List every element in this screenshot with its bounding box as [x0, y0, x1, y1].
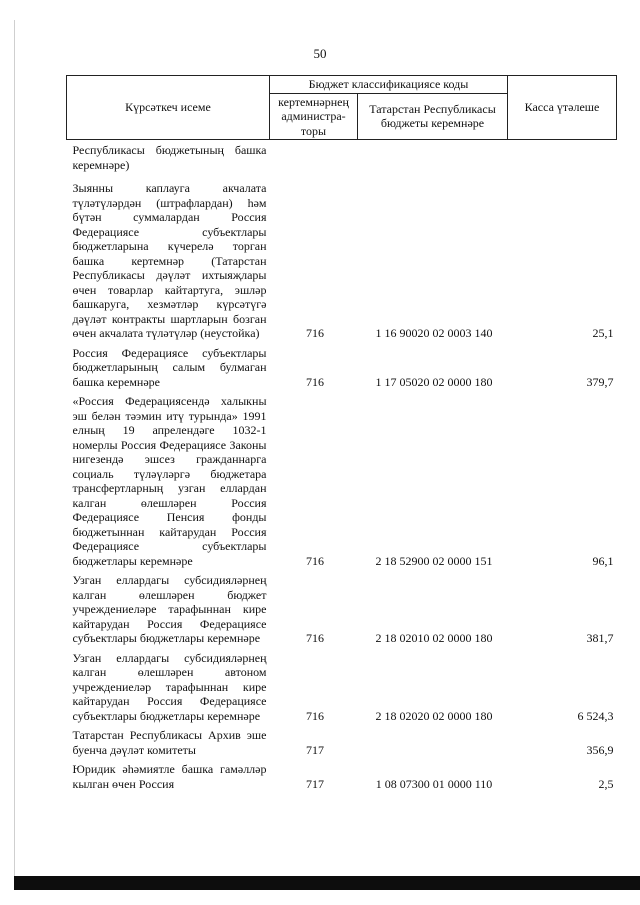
row-administrator: 716 [306, 326, 324, 340]
row-cash-amount: 379,7 [586, 374, 614, 389]
table-row [67, 178, 617, 343]
row-cash-amount: 25,1 [592, 326, 614, 340]
row-indicator-name: Узган еллардагы субсидияләрнең калган өлешләрен автоном учреждениеләр тарафыннан кире кайтарудан Россия Федерациясе субъектлары бюджетлары керемнәре [72, 650, 267, 723]
row-cash-amount [508, 140, 617, 179]
row-cash-amount: 6 524,3 [577, 708, 614, 723]
row-indicator-name: Узган еллардагы субсидияләрнең калган өлешләрен бюджет учреждениеләре тарафыннан кире кайтарудан Россия Федерациясе субъектлары бюджетлары керемнәре [72, 573, 267, 645]
header-tatarstan-budget-revenues: Татарстан Республикасы бюджеты керемнәре [358, 93, 508, 140]
row-budget-code: 1 08 07300 01 0000 110 [375, 776, 493, 791]
table-row [67, 140, 617, 179]
table-row [67, 759, 617, 793]
row-administrator: 716 [306, 708, 324, 723]
header-indicator-name: Күрсәткеч исеме [67, 76, 270, 140]
row-budget-code: 2 18 52900 02 0000 151 [375, 553, 493, 568]
scan-border-bar [14, 876, 640, 890]
row-cash-amount: 2,5 [598, 776, 614, 791]
row-budget-code: 2 18 02010 02 0000 180 [375, 631, 493, 645]
table-row [67, 391, 617, 570]
table-row [67, 648, 617, 726]
row-budget-code: 2 18 02020 02 0000 180 [375, 708, 493, 723]
table-row [67, 725, 617, 759]
row-administrator: 716 [306, 553, 324, 568]
table-row [67, 343, 617, 392]
row-administrator: 716 [306, 374, 324, 389]
header-budget-code-group: Бюджет классификациясе коды [270, 76, 508, 94]
scan-edge-line [14, 20, 15, 876]
page-number: 50 [313, 46, 327, 61]
header-cash-execution: Касса үтәлеше [508, 76, 617, 140]
row-budget-code [358, 725, 508, 759]
row-budget-code [358, 140, 508, 179]
table-row [67, 570, 617, 648]
row-cash-amount: 96,1 [592, 553, 614, 568]
row-budget-code: 1 17 05020 02 0000 180 [375, 374, 493, 389]
row-cash-amount: 356,9 [586, 742, 614, 757]
row-indicator-name: Татарстан Республикасы Архив эше буенча дәүләт комитеты [72, 728, 267, 757]
header-administrator: кертемнәрнең администра-торы [270, 93, 358, 140]
row-indicator-name: Зыянны каплауга акчалата түләтүләрдән (штрафлардан) һәм бүтән суммалардан Россия Федерациясе субъектлары бюджетларына күчерелә торган башка кертемнәр (Татарстан Республикасы дәүләт ихтыяҗлары өчен товарлар кайтартуга, эшләр башкаруга, хезмәтләр күрсәтүгә дәүләт контракты шартларын бозган өчен акчалата түләтүләр (неустойка) [72, 181, 267, 340]
row-administrator: 717 [306, 776, 324, 791]
row-indicator-name: Юридик әһәмиятле башка гамәлләр кылган өчен Россия [72, 762, 267, 791]
row-indicator-name: Республикасы бюджетының башка керемнәре) [72, 143, 267, 172]
row-administrator: 717 [306, 742, 324, 757]
row-budget-code: 1 16 90020 02 0003 140 [375, 326, 493, 340]
budget-revenue-table [66, 75, 617, 793]
row-administrator: 716 [306, 631, 324, 645]
row-indicator-name: «Россия Федерациясендә халыкны эш белән тәэмин итү турында» 1991 елның 19 апрелендәге 1032-1 номерлы Россия Федерациясе Законы нигезендә эшсез гражданнарга социаль түләүләргә бюджетара трансфертларның узган еллардан калган өлешләрен Россия Федерациясе Пенсия фонды бюджетыннан кайтарудан Россия Федерациясе субъектлары бюджетлары керемнәре [72, 394, 267, 568]
row-administrator [270, 140, 358, 179]
row-cash-amount: 381,7 [586, 631, 614, 645]
row-indicator-name: Россия Федерациясе субъектлары бюджетларының салым булмаган башка керемнәре [72, 345, 267, 389]
